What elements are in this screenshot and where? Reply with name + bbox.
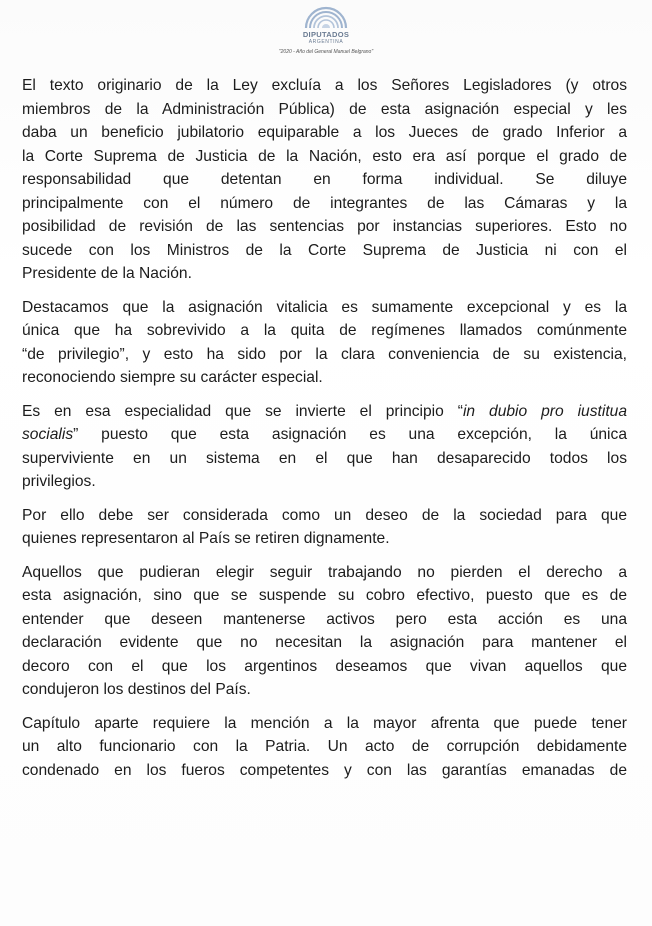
text-line: principalmente con el número de integrantes de las Cámaras y la (22, 194, 627, 212)
text-line: reconociendo siempre su carácter especial. (22, 369, 323, 386)
text-line: decoro con el que los argentinos deseamos que vivan aquellos que (22, 657, 627, 675)
text-line: la Corte Suprema de Justicia de la Nación, esto era así porque el grado de (22, 147, 627, 165)
text-line: responsabilidad que detentan en forma individual. Se diluye (22, 171, 627, 188)
text-line: Destacamos que la asignación vitalicia es sumamente excepcional y es la (22, 298, 627, 316)
text-line (22, 400, 627, 424)
text-line: única que ha sobrevivido a la quita de regímenes llamados comúnmente (22, 322, 627, 339)
text-line: posibilidad de revisión de las sentencias por instancias superiores. Esto no (22, 218, 627, 235)
paragraph-lifetime-allowance (22, 296, 627, 390)
brand-name: DIPUTADOS (302, 30, 350, 39)
paragraph-legislators (22, 74, 627, 286)
text-line: declaración evidente que no necesitan la asignación para mantener el (22, 634, 627, 651)
paragraph-corruption (22, 712, 627, 783)
letterhead (0, 6, 652, 55)
text-line: Por ello debe ser considerada como un deseo de la sociedad para que (22, 506, 627, 524)
text-line: privilegios. (22, 473, 96, 490)
text-line: superviviente en un sistema en el que han desaparecido todos los (22, 449, 627, 467)
paragraph-keep-working (22, 561, 627, 702)
text-line: condujeron los destinos del País. (22, 681, 251, 698)
text-line: sucede con los Ministros de la Corte Suprema de Justicia ni con el (22, 241, 627, 259)
text-line: Presidente de la Nación. (22, 265, 192, 282)
latin-phrase: socialis (22, 426, 74, 443)
text-line: miembros de la Administración Pública) de esta asignación especial y les (22, 100, 627, 118)
congress-dome-logo-icon (298, 6, 354, 30)
text-line: daba un beneficio jubilatorio equiparable a los Jueces de grado Inferior a (22, 124, 627, 141)
text-line: entender que deseen mantenerse activos pero esta acción es una (22, 610, 627, 628)
text-line: El texto originario de la Ley excluía a los Señores Legisladores (y otros (22, 77, 627, 94)
text-line: Aquellos que pudieran elegir seguir trabajando no pierden el derecho a (22, 563, 627, 581)
year-motto: "2020 - Año del General Manuel Belgrano" (278, 49, 374, 55)
text-line (22, 423, 627, 447)
paragraph-society-wish (22, 504, 627, 551)
brand-subtitle: ARGENTINA (308, 39, 344, 45)
latin-phrase: in dubio pro iustitua (462, 402, 627, 420)
paragraph-principle (22, 400, 627, 494)
text-line: Capítulo aparte requiere la mención a la mayor afrenta que puede tener (22, 714, 627, 732)
text-line: condenado en los fueros competentes y con las garantías emanadas de (22, 761, 627, 779)
text-line: quienes representaron al País se retiren dignamente. (22, 530, 390, 547)
text-line: “de privilegio”, y esto ha sido por la clara conveniencia de su existencia, (22, 345, 627, 363)
document-body (22, 74, 627, 792)
text-segment: Es en esa especialidad que se invierte el principio “ (22, 402, 463, 420)
text-segment: ” puesto que esta asignación es una excepción, la única (73, 426, 627, 443)
text-line: un alto funcionario con la Patria. Un acto de corrupción debidamente (22, 738, 627, 755)
text-line: esta asignación, sino que se suspende su cobro efectivo, puesto que es de (22, 587, 627, 604)
